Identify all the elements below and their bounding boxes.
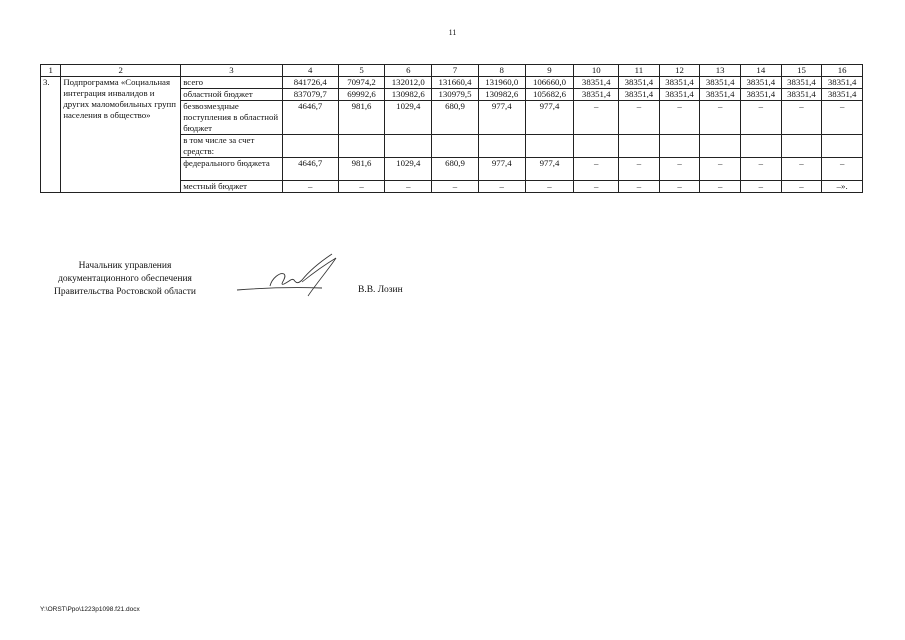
value-cell: 38351,4	[574, 89, 619, 101]
value-cell: –	[781, 181, 822, 193]
value-cell: –	[822, 101, 863, 135]
value-cell: –	[574, 181, 619, 193]
value-cell: –	[574, 158, 619, 181]
program-name-cell: Подпрограмма «Социальная интеграция инвалидов и других маломобильных групп населения в общество»	[61, 77, 181, 193]
value-cell: 38351,4	[659, 89, 700, 101]
value-cell: 1029,4	[385, 158, 432, 181]
header-cell: 7	[432, 65, 479, 77]
header-cell: 11	[619, 65, 660, 77]
value-cell	[700, 135, 741, 158]
header-cell: 10	[574, 65, 619, 77]
header-cell: 3	[181, 65, 283, 77]
value-cell: 38351,4	[700, 77, 741, 89]
header-cell: 2	[61, 65, 181, 77]
handwritten-signature-image	[232, 250, 342, 300]
value-cell: 131960,0	[478, 77, 525, 89]
value-cell: 38351,4	[659, 77, 700, 89]
value-cell: –	[822, 158, 863, 181]
position-line: Начальник управления	[78, 261, 172, 271]
value-cell: –	[574, 101, 619, 135]
value-cell: –	[282, 181, 338, 193]
value-cell: 38351,4	[781, 89, 822, 101]
header-cell: 13	[700, 65, 741, 77]
file-path: Y:\ORST\Ppo\1223p1098.f21.docx	[40, 606, 140, 613]
value-cell: 977,4	[478, 101, 525, 135]
value-cell	[822, 135, 863, 158]
value-cell: 38351,4	[822, 89, 863, 101]
value-cell: 130982,6	[385, 89, 432, 101]
value-cell	[619, 135, 660, 158]
value-cell: 132012,0	[385, 77, 432, 89]
page-number: 11	[448, 28, 457, 37]
value-cell: –	[741, 158, 782, 181]
value-cell: 69992,6	[338, 89, 385, 101]
value-cell: –	[619, 101, 660, 135]
value-cell: 1029,4	[385, 101, 432, 135]
value-cell: –	[700, 101, 741, 135]
value-cell: –	[741, 181, 782, 193]
value-cell: 38351,4	[700, 89, 741, 101]
signature-position	[30, 260, 220, 299]
funding-source-cell: местный бюджет	[181, 181, 283, 193]
header-cell: 8	[478, 65, 525, 77]
value-cell: 38351,4	[822, 77, 863, 89]
position-line: документационного обеспечения	[58, 274, 192, 284]
value-cell	[781, 135, 822, 158]
value-cell: –	[741, 101, 782, 135]
row-number-cell: 3.	[41, 77, 61, 193]
header-cell: 5	[338, 65, 385, 77]
budget-table	[40, 64, 863, 193]
value-cell	[432, 135, 479, 158]
value-cell	[478, 135, 525, 158]
header-cell: 14	[741, 65, 782, 77]
value-cell: 977,4	[525, 101, 574, 135]
value-cell: 981,6	[338, 158, 385, 181]
value-cell	[525, 135, 574, 158]
value-cell: 38351,4	[619, 77, 660, 89]
value-cell: –	[338, 181, 385, 193]
header-cell: 15	[781, 65, 822, 77]
value-cell: –	[659, 181, 700, 193]
value-cell: –	[700, 181, 741, 193]
funding-source-cell: областной бюджет	[181, 89, 283, 101]
value-cell: 977,4	[478, 158, 525, 181]
value-cell: 841726,4	[282, 77, 338, 89]
header-cell: 1	[41, 65, 61, 77]
value-cell: 38351,4	[741, 77, 782, 89]
position-line: Правительства Ростовской области	[54, 287, 196, 297]
value-cell	[574, 135, 619, 158]
header-cell: 12	[659, 65, 700, 77]
value-cell	[741, 135, 782, 158]
value-cell: 38351,4	[619, 89, 660, 101]
value-cell: 106660,0	[525, 77, 574, 89]
value-cell	[338, 135, 385, 158]
value-cell: –	[659, 101, 700, 135]
value-cell: 105682,6	[525, 89, 574, 101]
value-cell: 38351,4	[574, 77, 619, 89]
value-cell: –	[385, 181, 432, 193]
value-cell: –».	[822, 181, 863, 193]
value-cell: –	[619, 158, 660, 181]
header-cell: 9	[525, 65, 574, 77]
value-cell: 38351,4	[741, 89, 782, 101]
value-cell: 38351,4	[781, 77, 822, 89]
signer-name: В.В. Лозин	[358, 285, 403, 295]
value-cell: 837079,7	[282, 89, 338, 101]
funding-source-cell: всего	[181, 77, 283, 89]
value-cell	[282, 135, 338, 158]
value-cell: –	[525, 181, 574, 193]
value-cell	[659, 135, 700, 158]
value-cell: –	[432, 181, 479, 193]
value-cell: –	[781, 158, 822, 181]
value-cell: –	[700, 158, 741, 181]
value-cell: –	[781, 101, 822, 135]
funding-source-cell: в том числе за счет средств:	[181, 135, 283, 158]
value-cell: –	[619, 181, 660, 193]
value-cell: 4646,7	[282, 158, 338, 181]
table-row	[41, 77, 863, 89]
value-cell: 4646,7	[282, 101, 338, 135]
value-cell: –	[659, 158, 700, 181]
value-cell: 680,9	[432, 158, 479, 181]
value-cell: 977,4	[525, 158, 574, 181]
value-cell	[385, 135, 432, 158]
funding-source-cell: безвозмездные поступления в областной бюджет	[181, 101, 283, 135]
value-cell: 981,6	[338, 101, 385, 135]
value-cell: 131660,4	[432, 77, 479, 89]
value-cell: 680,9	[432, 101, 479, 135]
value-cell: 130979,5	[432, 89, 479, 101]
value-cell: –	[478, 181, 525, 193]
funding-source-cell: федерального бюджета	[181, 158, 283, 181]
header-cell: 6	[385, 65, 432, 77]
value-cell: 130982,6	[478, 89, 525, 101]
header-cell: 16	[822, 65, 863, 77]
table-header-row	[41, 65, 863, 77]
value-cell: 70974,2	[338, 77, 385, 89]
header-cell: 4	[282, 65, 338, 77]
